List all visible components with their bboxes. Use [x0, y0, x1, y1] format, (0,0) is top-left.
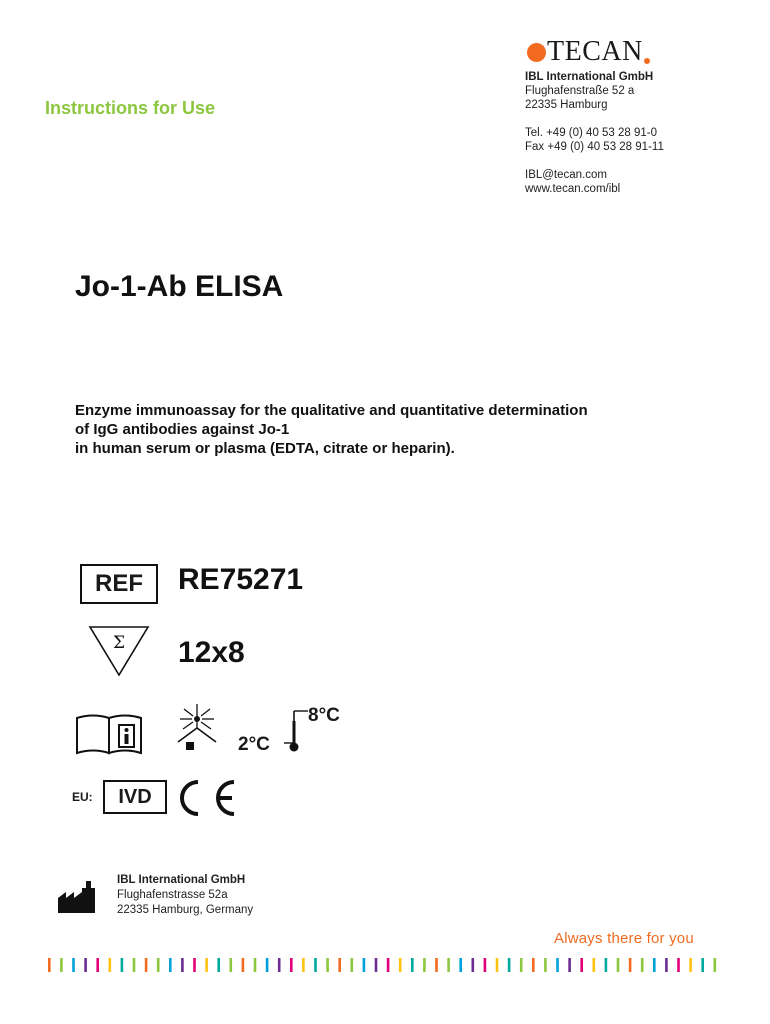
stripe-bar	[242, 958, 245, 972]
catalog-number: RE75271	[178, 563, 304, 596]
stripe-bar	[508, 958, 511, 972]
stripe-bar	[496, 958, 499, 972]
product-description	[75, 401, 588, 458]
stripe-bar	[363, 958, 366, 972]
company-website: www.tecan.com/ibl	[525, 183, 621, 195]
stripe-bar	[157, 958, 160, 972]
stripe-bar	[580, 958, 583, 972]
stripe-bar	[133, 958, 136, 972]
product-title: Jo-1-Ab ELISA	[75, 270, 284, 303]
logo-dot-icon	[527, 43, 546, 62]
manufacturer-city: 22335 Hamburg, Germany	[117, 904, 254, 916]
stripe-bar	[109, 958, 112, 972]
stripe-bar	[169, 958, 172, 972]
stripe-bar	[399, 958, 402, 972]
stripe-bar	[629, 958, 632, 972]
sigma-symbol: Σ	[112, 633, 126, 653]
company-tel: Tel. +49 (0) 40 53 28 91-0	[525, 127, 658, 139]
stripe-bar	[266, 958, 269, 972]
company-name: IBL International GmbH	[525, 71, 654, 83]
stripe-bar	[326, 958, 329, 972]
stripe-bar	[387, 958, 390, 972]
temperature-min: 2°C	[238, 734, 270, 755]
stripe-bar	[653, 958, 656, 972]
stripe-bar	[302, 958, 305, 972]
stripe-bar	[290, 958, 293, 972]
stripe-bar	[121, 958, 124, 972]
consult-instructions-icon	[75, 713, 145, 755]
sufficient-for-icon	[88, 624, 150, 678]
stripe-bar	[714, 958, 717, 972]
stripe-bar	[217, 958, 220, 972]
stripe-bar	[556, 958, 559, 972]
company-city: 22335 Hamburg	[525, 99, 608, 111]
stripe-bar	[84, 958, 87, 972]
keep-away-from-sunlight-icon	[166, 702, 228, 752]
company-email: IBL@tecan.com	[525, 169, 607, 181]
stripe-bar	[593, 958, 596, 972]
stripe-bar	[472, 958, 475, 972]
company-fax: Fax +49 (0) 40 53 28 91-11	[525, 141, 664, 153]
stripe-bar	[193, 958, 196, 972]
manufacturer-icon	[57, 878, 97, 914]
stripe-bar	[338, 958, 341, 972]
manufacturer-address	[117, 873, 253, 918]
stripe-bar	[48, 958, 51, 972]
ce-mark-icon	[172, 778, 242, 818]
stripe-bar	[145, 958, 148, 972]
stripe-bar	[96, 958, 99, 972]
stripe-bar	[689, 958, 692, 972]
stripe-bar	[665, 958, 668, 972]
decorative-stripe	[48, 958, 723, 972]
manufacturer-name: IBL International GmbH	[117, 874, 246, 886]
stripe-bar	[72, 958, 75, 972]
temperature-max: 8°C	[308, 705, 340, 726]
stripe-bar	[677, 958, 680, 972]
eu-label: EU:	[72, 790, 93, 804]
stripe-bar	[375, 958, 378, 972]
stripe-bar	[484, 958, 487, 972]
ivd-symbol: IVD	[103, 780, 167, 814]
tecan-logo	[527, 36, 650, 68]
stripe-bar	[568, 958, 571, 972]
tagline: Always there for you	[554, 930, 694, 947]
stripe-bar	[617, 958, 620, 972]
stripe-bar	[230, 958, 233, 972]
description-line: Enzyme immunoassay for the qualitative and quantitative determination	[75, 402, 588, 419]
stripe-bar	[605, 958, 608, 972]
stripe-bar	[701, 958, 704, 972]
stripe-bar	[314, 958, 317, 972]
logo-period-icon	[644, 58, 650, 64]
stripe-bar	[181, 958, 184, 972]
stripe-bar	[411, 958, 414, 972]
stripe-bar	[254, 958, 257, 972]
logo-text: TECAN	[547, 36, 643, 67]
stripe-bar	[544, 958, 547, 972]
manufacturer-street: Flughafenstrasse 52a	[117, 889, 228, 901]
description-line: of IgG antibodies against Jo-1	[75, 421, 290, 438]
stripe-bar	[278, 958, 281, 972]
company-address	[525, 70, 664, 196]
stripe-bar	[423, 958, 426, 972]
stripe-bar	[459, 958, 462, 972]
stripe-bar	[60, 958, 63, 972]
stripe-bar	[520, 958, 523, 972]
stripe-bar	[351, 958, 354, 972]
ref-symbol: REF	[80, 564, 158, 604]
company-street: Flughafenstraße 52 a	[525, 85, 635, 97]
document-type-title: Instructions for Use	[45, 98, 216, 118]
stripe-bar	[435, 958, 438, 972]
test-quantity: 12x8	[178, 636, 245, 669]
stripe-bar	[205, 958, 208, 972]
stripe-bar	[532, 958, 535, 972]
description-line: in human serum or plasma (EDTA, citrate or heparin).	[75, 440, 455, 457]
stripe-bar	[641, 958, 644, 972]
stripe-bar	[447, 958, 450, 972]
